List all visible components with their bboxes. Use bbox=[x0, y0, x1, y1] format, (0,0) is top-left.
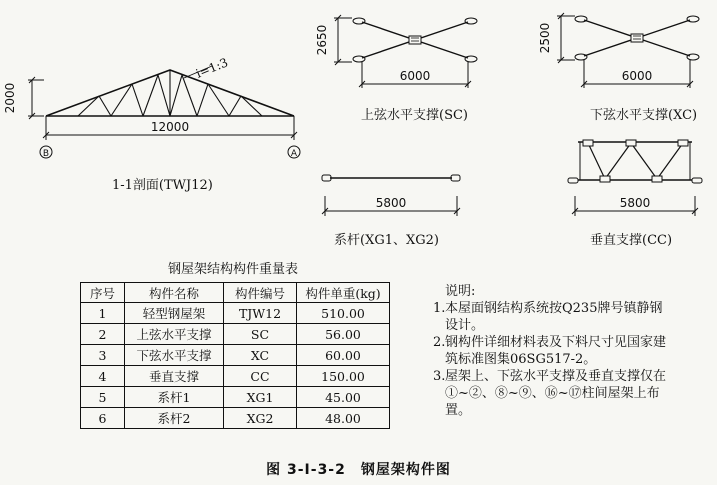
cc-dim-label: 5800 bbox=[619, 196, 651, 210]
cc-end-plate bbox=[692, 178, 702, 183]
table-row bbox=[81, 387, 390, 408]
table-cell: 下弦水平支撑 bbox=[125, 345, 224, 366]
table-cell: 3 bbox=[81, 345, 125, 366]
figure-caption: 图 3-Ⅰ-3-2 钢屋架构件图 bbox=[266, 462, 451, 478]
xc-title: 下弦水平支撑(XC) bbox=[590, 108, 698, 123]
table-cell: 垂直支撑 bbox=[125, 366, 224, 387]
truss-height-dim-label: 2000 bbox=[3, 82, 17, 114]
table-cell: 60.00 bbox=[297, 345, 390, 366]
sc-end-plate bbox=[353, 56, 365, 62]
sc-end-plate bbox=[353, 18, 365, 24]
sc-center-plate bbox=[409, 36, 421, 44]
cc-title: 垂直支撑(CC) bbox=[590, 233, 673, 248]
table-cell: XG2 bbox=[224, 408, 297, 429]
column-header: 构件编号 bbox=[224, 283, 297, 303]
truss-web-members bbox=[78, 70, 262, 116]
sc-height-dim-label: 2650 bbox=[315, 24, 329, 56]
cc-gusset-plate bbox=[678, 140, 688, 146]
sc-end-plate bbox=[465, 56, 477, 62]
table-cell: 系杆2 bbox=[125, 408, 224, 429]
table-row bbox=[81, 345, 390, 366]
note-number: 1. bbox=[433, 301, 446, 316]
table-cell: SC bbox=[224, 324, 297, 345]
table-cell: 6 bbox=[81, 408, 125, 429]
table-cell: 45.00 bbox=[297, 387, 390, 408]
table-cell: CC bbox=[224, 366, 297, 387]
notes-block bbox=[433, 283, 673, 419]
note-item bbox=[433, 300, 673, 334]
note-item bbox=[433, 334, 673, 368]
note-item bbox=[433, 368, 673, 419]
table-header-row bbox=[81, 283, 390, 303]
xc-end-plate bbox=[575, 54, 587, 60]
table-cell: 上弦水平支撑 bbox=[125, 324, 224, 345]
truss-section-title: 1-1剖面(TWJ12) bbox=[112, 178, 213, 193]
table-cell: 4 bbox=[81, 366, 125, 387]
slope-label: i=1:3 bbox=[193, 55, 230, 81]
table-cell: TJW12 bbox=[224, 303, 297, 324]
tie-rod-title: 系杆(XG1、XG2) bbox=[334, 233, 439, 248]
xc-end-plate bbox=[687, 54, 699, 60]
table-cell: 系杆1 bbox=[125, 387, 224, 408]
note-number: 2. bbox=[433, 335, 446, 350]
truss-span-dim-label: 12000 bbox=[150, 120, 190, 134]
sc-end-plate bbox=[465, 18, 477, 24]
cc-end-plate bbox=[568, 178, 578, 183]
tie-rod-end-plate bbox=[322, 175, 331, 181]
sc-width-dim-label: 6000 bbox=[399, 69, 431, 83]
table-cell: 48.00 bbox=[297, 408, 390, 429]
xc-center-plate bbox=[631, 34, 643, 42]
table-row bbox=[81, 408, 390, 429]
cc-gusset-plate bbox=[626, 140, 636, 146]
table-row bbox=[81, 366, 390, 387]
column-header: 构件名称 bbox=[125, 283, 224, 303]
table-row bbox=[81, 303, 390, 324]
table-row bbox=[81, 324, 390, 345]
xc-height-dim-label: 2500 bbox=[538, 22, 552, 54]
table-cell: XC bbox=[224, 345, 297, 366]
tie-rod-end-plate bbox=[451, 175, 460, 181]
table-cell: 150.00 bbox=[297, 366, 390, 387]
table-cell: 1 bbox=[81, 303, 125, 324]
cc-gusset-plate bbox=[583, 140, 593, 146]
axis-label-b: B bbox=[42, 149, 50, 159]
cc-gusset-plate bbox=[600, 176, 610, 182]
axis-label-a: A bbox=[290, 149, 298, 159]
cc-gusset-plate bbox=[652, 176, 662, 182]
weight-table-title: 钢屋架结构构件重量表 bbox=[168, 262, 299, 277]
truss-elevation bbox=[28, 66, 300, 158]
note-text: 钢构件详细材料表及下料尺寸见国家建筑标准图集06SG517-2。 bbox=[445, 335, 667, 367]
notes-title: 说明: bbox=[445, 284, 476, 299]
table-cell: 56.00 bbox=[297, 324, 390, 345]
column-header: 序号 bbox=[81, 283, 125, 303]
table-cell: 2 bbox=[81, 324, 125, 345]
weight-table bbox=[80, 282, 390, 429]
note-number: 3. bbox=[433, 369, 446, 384]
xc-end-plate bbox=[575, 16, 587, 22]
table-cell: 5 bbox=[81, 387, 125, 408]
table-cell: 轻型钢屋架 bbox=[125, 303, 224, 324]
sc-title: 上弦水平支撑(SC) bbox=[361, 108, 468, 123]
column-header: 构件单重(kg) bbox=[297, 283, 390, 303]
table-cell: XG1 bbox=[224, 387, 297, 408]
tie-rod-dim-label: 5800 bbox=[375, 196, 407, 210]
note-text: 屋架上、下弦水平支撑及垂直支撑仅在①~②、⑧~⑨、⑯~⑰柱间屋架上布置。 bbox=[445, 369, 667, 418]
xc-width-dim-label: 6000 bbox=[621, 69, 653, 83]
truss-height-dimension bbox=[28, 77, 44, 119]
table-cell: 510.00 bbox=[297, 303, 390, 324]
xc-end-plate bbox=[687, 16, 699, 22]
note-text: 本屋面钢结构系统按Q235牌号镇静钢设计。 bbox=[445, 301, 663, 333]
